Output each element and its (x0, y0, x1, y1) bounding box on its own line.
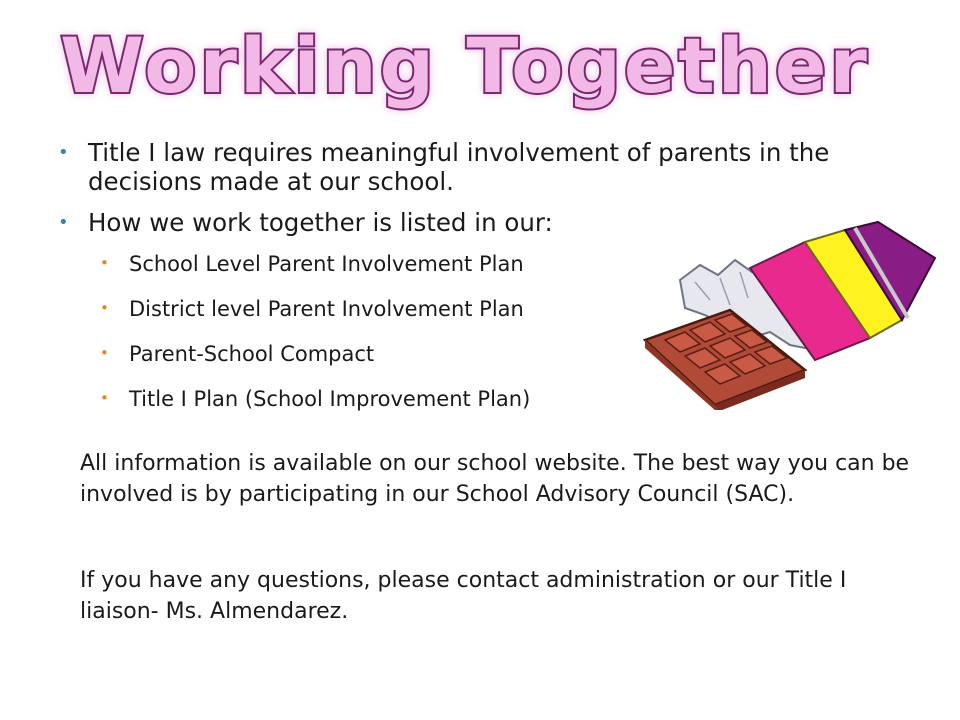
sub-bullet-text: School Level Parent Involvement Plan (129, 252, 524, 276)
sub-bullet-dot-icon: • (100, 254, 109, 272)
contact-paragraph: If you have any questions, please contact administration or our Title I liaison- Ms. Almendarez. (80, 568, 847, 624)
bullet-text: Title I law requires meaningful involvement of parents in the decisions made at our school. (88, 138, 830, 196)
slide-title (0, 0, 960, 130)
sub-bullet-dot-icon: • (100, 389, 109, 407)
info-paragraph: All information is available on our school website. The best way you can be involved is by participating in our School Advisory Council (SAC). (80, 451, 910, 507)
chocolate-bar-clipart (640, 220, 940, 410)
sub-bullet-text: Title I Plan (School Improvement Plan) (129, 387, 531, 411)
bullet-item (50, 138, 930, 196)
sub-bullet-dot-icon: • (100, 299, 109, 317)
bullet-text: How we work together is listed in our: (88, 208, 553, 237)
slide-title-text: Working Together (60, 21, 870, 110)
sub-bullet-text: District level Parent Involvement Plan (129, 297, 524, 321)
sub-bullet-dot-icon: • (100, 344, 109, 362)
bullet-dot-icon: • (58, 212, 69, 233)
sub-bullet-text: Parent-School Compact (129, 342, 375, 366)
bullet-dot-icon: • (58, 142, 69, 163)
